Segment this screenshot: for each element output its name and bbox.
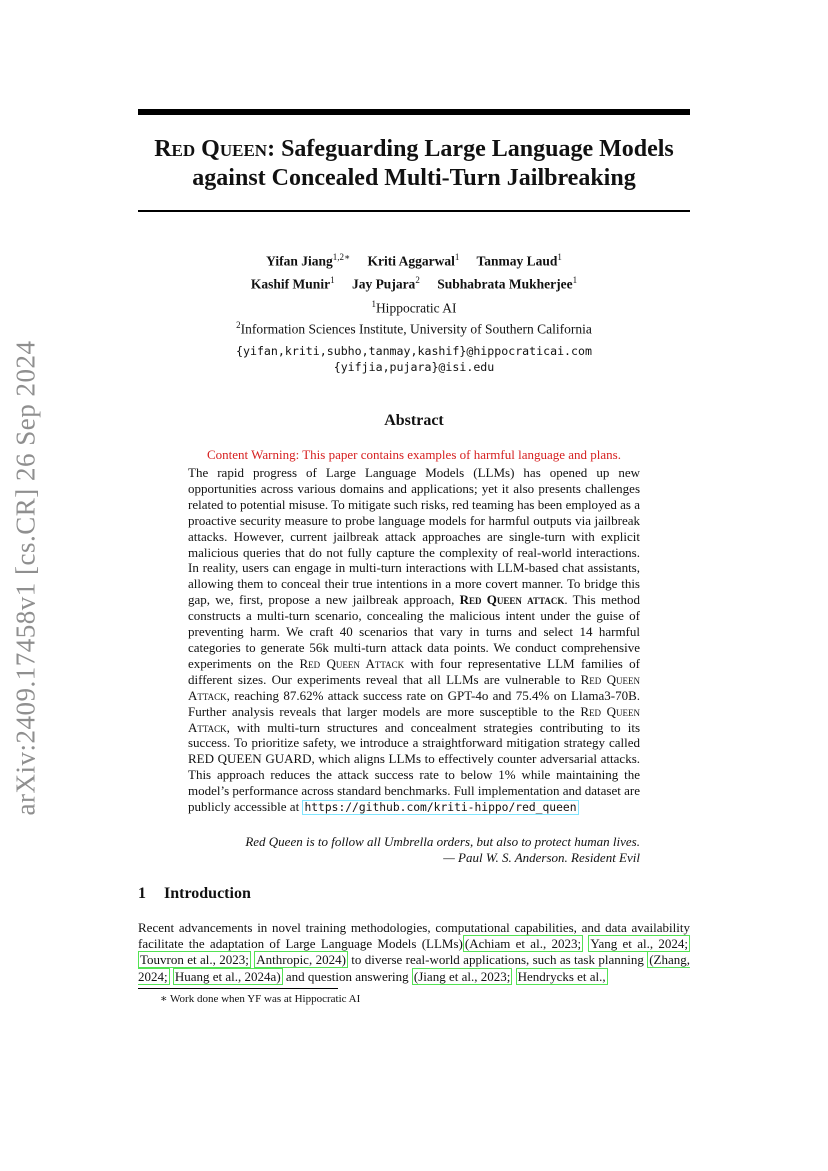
- author-affil-mark: 1: [557, 252, 562, 262]
- red-queen-attack-term: Red Queen attack: [459, 592, 565, 608]
- citation-link[interactable]: (Zhang, 2024;: [138, 952, 690, 984]
- epigraph-attribution: — Paul W. S. Anderson. Resident Evil: [443, 850, 640, 865]
- author-list: [138, 248, 690, 293]
- footnote-rule: [138, 988, 338, 989]
- red-queen-attack-term: Red Queen Attack: [188, 671, 640, 703]
- abstract-text: with four representative LLM families of different sizes. Our experiments reveal that all LLMs are vulnerable to: [188, 655, 641, 687]
- title-rest: : Safeguarding Large Language Models: [267, 136, 674, 162]
- arxiv-identifier: arXiv:2409.17458v1 [cs.CR] 26 Sep 2024: [10, 340, 41, 816]
- affil-mark: 2: [236, 319, 241, 330]
- affiliations: [138, 296, 690, 337]
- citation-link[interactable]: Yang et al., 2024;: [590, 936, 689, 952]
- citation-link[interactable]: Huang et al., 2024a): [174, 968, 281, 984]
- footnote: ∗ Work done when YF was at Hippocratic AI: [160, 993, 361, 1005]
- author-name: Yifan Jiang: [266, 253, 333, 269]
- abstract-text: . This method constructs a multi-turn scenario, concealing the malicious intent under the guise of preventing harm. We craft 40 scenarios that vary in turns and select 14 harmful categories to generate 56k multi-turn attack data points. We conduct comprehensive experiments on the: [188, 592, 640, 671]
- abstract-text: , with multi-turn structures and concealment strategies contributing to its success. To prioritize safety, we introduce a straightforward mitigation strategy called RED QUEEN GUARD, which aligns LLMs to effectively counter adversarial attacks. This approach reduces the attack success rate to below 1% while maintaining the model’s performance across standard benchmarks. Full implementation and dataset are publicly accessible at: [188, 719, 640, 815]
- citation-link[interactable]: Hendrycks et al.,: [517, 968, 606, 984]
- author-affil-mark: 1: [572, 274, 578, 285]
- author-affil-mark: 1: [454, 252, 460, 262]
- abstract-text: The rapid progress of Large Language Models (LLMs) has opened up new opportunities across various domains and applications; yet it also presents challenges related to potential misuse. To mitigate such risks, red teaming has been employed as a proactive security measure to probe language models for harmful outputs via jailbreak attacks. However, current jailbreak attack approaches are single-turn with explicit malicious queries that do not fully capture the complexity of real-world interactions. In reality, users can engage in multi-turn interactions with LLM-based chat assistants, allowing them to conceal their true intentions in a more covert manner. To bridge this gap, we, first, propose a new jailbreak approach,: [188, 465, 640, 608]
- author-name: Tanmay Laud: [476, 253, 558, 269]
- author-name: Subhabrata Mukherjee: [437, 276, 573, 291]
- author-affil-mark: 2: [415, 274, 420, 285]
- affil-mark: 1: [371, 299, 376, 309]
- intro-text: Recent advancements in novel training methodologies, computational capabilities, and data availability facilitate the adaptation of Large Language Models (LLMs): [138, 920, 690, 952]
- abstract-heading: Abstract: [384, 412, 444, 429]
- red-queen-attack-term: Red Queen Attack: [299, 655, 405, 671]
- intro-text: to diverse real-world applications, such as task planning: [347, 952, 648, 968]
- red-queen-attack-term: Red Queen Attack: [188, 703, 640, 735]
- epigraph-quote: Red Queen is to follow all Umbrella orders, but also to protect human lives.: [245, 834, 640, 849]
- title-red-queen: Red Queen: [154, 136, 268, 162]
- section-heading: [138, 885, 251, 903]
- abstract-body: [188, 465, 640, 816]
- email-line: {yifan,kriti,subho,tanmay,kashif}@hippocraticai.com: [236, 344, 592, 358]
- title-line-2: against Concealed Multi-Turn Jailbreaking: [192, 165, 636, 191]
- content-warning: Content Warning: This paper contains examples of harmful language and plans.: [206, 447, 621, 462]
- author-name: Kashif Munir: [250, 276, 331, 291]
- abstract-text: , reaching 87.62% attack success rate on GPT-4o and 75.4% on Llama3-70B. Further analysis reveals that larger models are more susceptible to the: [188, 687, 640, 719]
- paper-title: [138, 135, 690, 193]
- email-line: {yifjia,pujara}@isi.edu: [333, 360, 495, 374]
- title-bottom-rule: [138, 210, 690, 212]
- author-affil-mark: 1,2∗: [332, 252, 351, 262]
- citation-link[interactable]: Touvron et al., 2023;: [140, 952, 249, 968]
- intro-text: and question answering: [282, 968, 412, 984]
- affil-name: Information Sciences Institute, University of Southern California: [240, 321, 592, 336]
- author-emails: [138, 343, 690, 375]
- affil-name: Hippocratic AI: [375, 300, 457, 316]
- citation-link[interactable]: Anthropic, 2024): [256, 952, 346, 968]
- section-number: 1: [138, 885, 146, 902]
- github-link[interactable]: https://github.com/kriti-hippo/red_queen: [304, 801, 577, 815]
- section-title: Introduction: [164, 885, 251, 902]
- citation-link[interactable]: (Achiam et al., 2023;: [464, 936, 582, 952]
- epigraph: [188, 834, 640, 866]
- title-top-rule: [138, 109, 690, 115]
- author-name: Kriti Aggarwal: [367, 253, 455, 269]
- author-affil-mark: 1: [330, 274, 335, 285]
- author-name: Jay Pujara: [351, 276, 416, 291]
- introduction-paragraph: [138, 920, 690, 985]
- citation-link[interactable]: (Jiang et al., 2023;: [413, 968, 511, 984]
